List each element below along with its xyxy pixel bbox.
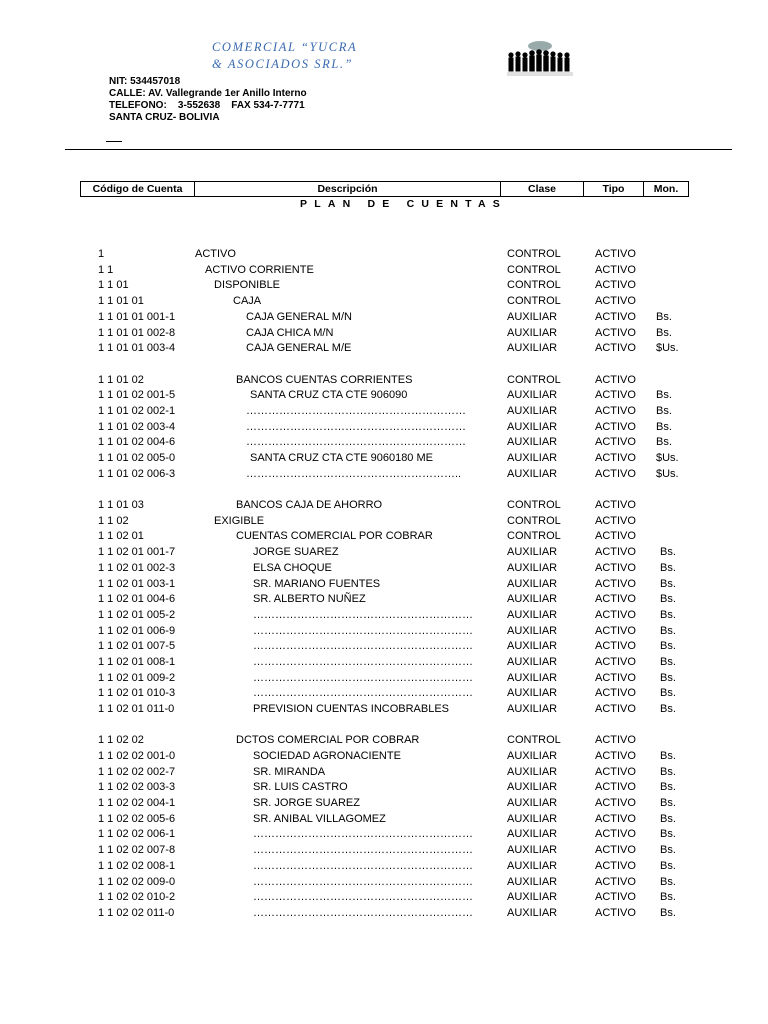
account-code: 1 1 01 [98,279,129,291]
account-class: AUXILIAR [507,421,558,433]
account-currency: Bs. [660,876,676,888]
table-row [0,656,768,672]
account-currency: Bs. [660,562,676,574]
account-code: 1 1 02 01 011-0 [98,703,175,715]
account-code: 1 1 02 02 [98,734,144,746]
table-row [0,609,768,625]
account-code: 1 1 01 01 002-8 [98,327,176,339]
account-description: ELSA CHOQUE [253,562,332,574]
account-currency: Bs. [660,625,676,637]
account-class: AUXILIAR [507,468,558,480]
table-row [0,734,768,750]
account-class: AUXILIAR [507,703,558,715]
account-currency: $Us. [656,468,679,480]
account-code: 1 1 02 02 010-2 [98,891,176,903]
table-row [0,374,768,390]
account-description: …………………………………………………… [253,907,473,919]
account-class: AUXILIAR [507,687,558,699]
account-currency: Bs. [660,703,676,715]
account-code: 1 [98,248,105,260]
account-type: ACTIVO [595,656,636,668]
account-description: …………………………………………………… [253,625,473,637]
account-code: 1 1 02 01 008-1 [98,656,176,668]
account-description: …………………………………………………… [253,844,473,856]
account-class: AUXILIAR [507,593,558,605]
account-class: AUXILIAR [507,797,558,809]
account-description: DISPONIBLE [214,279,281,291]
account-type: ACTIVO [595,766,636,778]
account-class: AUXILIAR [507,891,558,903]
account-currency: Bs. [660,781,676,793]
account-code: 1 1 02 01 006-9 [98,625,176,637]
account-type: ACTIVO [595,295,636,307]
account-class: CONTROL [507,295,561,307]
account-currency: Bs. [656,311,672,323]
account-type: ACTIVO [595,468,636,480]
account-currency: Bs. [656,327,672,339]
account-currency: Bs. [660,813,676,825]
header-clase: Clase [501,182,584,197]
account-code: 1 1 02 02 001-0 [98,750,176,762]
account-type: ACTIVO [595,530,636,542]
account-description: …………………………………………………… [246,405,466,417]
account-code: 1 1 02 02 008-1 [98,860,176,872]
account-class: AUXILIAR [507,609,558,621]
account-class: AUXILIAR [507,452,558,464]
account-type: ACTIVO [595,828,636,840]
table-row [0,672,768,688]
account-type: ACTIVO [595,264,636,276]
account-type: ACTIVO [595,907,636,919]
account-class: AUXILIAR [507,546,558,558]
account-description: ACTIVO CORRIENTE [205,264,314,276]
table-row [0,405,768,421]
account-class: CONTROL [507,248,561,260]
company-name-line2: & ASOCIADOS SRL.” [212,57,354,71]
account-code: 1 1 [98,264,114,276]
account-class: AUXILIAR [507,405,558,417]
account-currency: Bs. [660,797,676,809]
account-class: AUXILIAR [507,813,558,825]
account-class: AUXILIAR [507,656,558,668]
account-class: AUXILIAR [507,578,558,590]
account-currency: Bs. [656,436,672,448]
account-description: …………………………………………………… [246,421,466,433]
account-type: ACTIVO [595,279,636,291]
table-row [0,295,768,311]
account-code: 1 1 02 02 006-1 [98,828,176,840]
account-code: 1 1 01 01 003-4 [98,342,176,354]
account-class: AUXILIAR [507,781,558,793]
account-code: 1 1 02 02 003-3 [98,781,176,793]
account-currency: Bs. [660,609,676,621]
account-description: PREVISION CUENTAS INCOBRABLES [253,703,450,715]
account-class: AUXILIAR [507,907,558,919]
account-currency: Bs. [660,828,676,840]
account-code: 1 1 01 02 005-0 [98,452,176,464]
account-code: 1 1 02 01 001-7 [98,546,176,558]
account-class: CONTROL [507,499,561,511]
account-type: ACTIVO [595,640,636,652]
header-codigo: Código de Cuenta [81,182,195,197]
account-code: 1 1 01 02 006-3 [98,468,176,480]
account-currency: Bs. [656,389,672,401]
table-row [0,546,768,562]
account-class: AUXILIAR [507,844,558,856]
account-description: …………………………………………………… [253,876,473,888]
account-currency: Bs. [656,405,672,417]
account-class: CONTROL [507,374,561,386]
account-type: ACTIVO [595,248,636,260]
account-type: ACTIVO [595,546,636,558]
header-mon: Mon. [644,182,689,197]
account-code: 1 1 02 01 003-1 [98,578,176,590]
table-row [0,515,768,531]
account-type: ACTIVO [595,405,636,417]
company-name-line1: COMERCIAL “YUCRA [212,40,358,54]
table-row [0,311,768,327]
account-type: ACTIVO [595,374,636,386]
account-description: SR. ANIBAL VILLAGOMEZ [253,813,386,825]
account-class: AUXILIAR [507,625,558,637]
account-class: AUXILIAR [507,750,558,762]
account-description: SR. JORGE SUAREZ [253,797,360,809]
account-type: ACTIVO [595,781,636,793]
account-description: …………………………………………………… [253,672,473,684]
account-type: ACTIVO [595,813,636,825]
account-type: ACTIVO [595,672,636,684]
account-class: AUXILIAR [507,876,558,888]
account-description: JORGE SUAREZ [253,546,339,558]
account-code: 1 1 01 01 [98,295,144,307]
table-row [0,860,768,876]
account-type: ACTIVO [595,515,636,527]
company-name [212,39,357,73]
account-type: ACTIVO [595,891,636,903]
account-currency: Bs. [660,640,676,652]
account-currency: Bs. [660,672,676,684]
table-row [0,640,768,656]
table-row [0,248,768,264]
account-currency: Bs. [660,593,676,605]
table-row [0,436,768,452]
table-row [0,452,768,468]
header-descripcion: Descripción [195,182,501,197]
account-currency: Bs. [660,844,676,856]
account-class: AUXILIAR [507,342,558,354]
account-description: CAJA GENERAL M/E [246,342,352,354]
account-type: ACTIVO [595,625,636,637]
table-row [0,593,768,609]
plan-title: PLAN DE CUENTAS [300,198,507,210]
account-type: ACTIVO [595,389,636,401]
short-divider [106,141,122,142]
account-code: 1 1 02 02 007-8 [98,844,176,856]
account-code: 1 1 02 01 002-3 [98,562,176,574]
table-row [0,766,768,782]
table-row [0,279,768,295]
account-description: SR. LUIS CASTRO [253,781,348,793]
account-class: CONTROL [507,734,561,746]
account-type: ACTIVO [595,750,636,762]
table-row [0,342,768,358]
account-description: EXIGIBLE [214,515,265,527]
account-type: ACTIVO [595,436,636,448]
account-type: ACTIVO [595,562,636,574]
account-code: 1 1 02 01 010-3 [98,687,176,699]
account-type: ACTIVO [595,860,636,872]
account-description: SR. ALBERTO NUÑEZ [253,593,366,605]
account-code: 1 1 02 01 007-5 [98,640,176,652]
account-description: BANCOS CUENTAS CORRIENTES [236,374,413,386]
account-class: AUXILIAR [507,389,558,401]
account-type: ACTIVO [595,593,636,605]
table-row [0,797,768,813]
account-description: BANCOS CAJA DE AHORRO [236,499,383,511]
account-currency: $Us. [656,452,679,464]
table-row [0,828,768,844]
table-row [0,891,768,907]
account-code: 1 1 02 02 005-6 [98,813,176,825]
account-class: AUXILIAR [507,860,558,872]
account-class: CONTROL [507,530,561,542]
account-class: AUXILIAR [507,640,558,652]
table-row [0,703,768,719]
table-row [0,530,768,546]
account-description: SR. MIRANDA [253,766,326,778]
account-code: 1 1 01 01 001-1 [98,311,176,323]
account-currency: Bs. [660,687,676,699]
account-currency: $Us. [656,342,679,354]
table-row [0,750,768,766]
account-description: DCTOS COMERCIAL POR COBRAR [236,734,420,746]
account-class: AUXILIAR [507,327,558,339]
table-row [0,499,768,515]
account-currency: Bs. [660,546,676,558]
account-description: …………………………………………………… [253,687,473,699]
account-type: ACTIVO [595,703,636,715]
table-row [0,327,768,343]
account-code: 1 1 02 02 002-7 [98,766,176,778]
account-type: ACTIVO [595,609,636,621]
account-type: ACTIVO [595,844,636,856]
table-row [0,781,768,797]
account-code: 1 1 01 02 002-1 [98,405,176,417]
table-row [0,389,768,405]
account-class: CONTROL [507,279,561,291]
account-currency: Bs. [660,766,676,778]
account-code: 1 1 01 02 [98,374,144,386]
account-description: …………………………………………………… [253,891,473,903]
account-description: CUENTAS COMERCIAL POR COBRAR [236,530,433,542]
account-description: SOCIEDAD AGRONACIENTE [253,750,401,762]
table-row [0,625,768,641]
account-class: AUXILIAR [507,562,558,574]
account-class: CONTROL [507,264,561,276]
table-row [0,578,768,594]
account-currency: Bs. [656,421,672,433]
account-type: ACTIVO [595,876,636,888]
account-type: ACTIVO [595,342,636,354]
account-description: ………………………………………………….. [246,468,462,480]
account-description: …………………………………………………… [246,436,466,448]
account-description: …………………………………………………… [253,656,473,668]
account-code: 1 1 02 01 005-2 [98,609,176,621]
table-row [0,907,768,923]
account-code: 1 1 02 01 004-6 [98,593,176,605]
phone-line: TELEFONO: 3-552638 FAX 534-7-7771 [109,100,305,111]
account-code: 1 1 01 02 003-4 [98,421,176,433]
city-line: SANTA CRUZ- BOLIVIA [109,112,220,123]
account-description: SR. MARIANO FUENTES [253,578,381,590]
account-description: CAJA [233,295,262,307]
account-class: AUXILIAR [507,766,558,778]
account-code: 1 1 02 02 004-1 [98,797,176,809]
account-description: CAJA CHICA M/N [246,327,334,339]
account-code: 1 1 02 [98,515,129,527]
address-line: CALLE: AV. Vallegrande 1er Anillo Interno [109,88,307,99]
column-header-table [80,181,689,197]
account-code: 1 1 01 03 [98,499,144,511]
account-code: 1 1 01 02 004-6 [98,436,176,448]
account-type: ACTIVO [595,452,636,464]
account-description: ACTIVO [195,248,236,260]
account-code: 1 1 02 01 [98,530,144,542]
table-row [0,468,768,484]
header-tipo: Tipo [584,182,644,197]
account-type: ACTIVO [595,311,636,323]
account-class: CONTROL [507,515,561,527]
account-description: …………………………………………………… [253,609,473,621]
account-currency: Bs. [660,860,676,872]
account-type: ACTIVO [595,687,636,699]
account-description: …………………………………………………… [253,828,473,840]
company-logo [505,38,575,78]
account-currency: Bs. [660,907,676,919]
table-row [0,844,768,860]
account-description: SANTA CRUZ CTA CTE 906090 [250,389,408,401]
account-type: ACTIVO [595,421,636,433]
account-description: …………………………………………………… [253,860,473,872]
account-currency: Bs. [660,578,676,590]
account-description: CAJA GENERAL M/N [246,311,352,323]
account-class: AUXILIAR [507,672,558,684]
account-class: AUXILIAR [507,828,558,840]
account-class: AUXILIAR [507,436,558,448]
account-currency: Bs. [660,656,676,668]
account-type: ACTIVO [595,499,636,511]
table-row [0,813,768,829]
account-type: ACTIVO [595,797,636,809]
table-row [0,876,768,892]
table-row [0,562,768,578]
account-code: 1 1 02 02 009-0 [98,876,176,888]
company-info [109,76,307,124]
account-code: 1 1 02 01 009-2 [98,672,176,684]
account-description: SANTA CRUZ CTA CTE 9060180 ME [250,452,433,464]
account-currency: Bs. [660,750,676,762]
account-type: ACTIVO [595,578,636,590]
account-type: ACTIVO [595,734,636,746]
account-class: AUXILIAR [507,311,558,323]
account-code: 1 1 01 02 001-5 [98,389,176,401]
account-code: 1 1 02 02 011-0 [98,907,175,919]
nit-line: NIT: 534457018 [109,76,181,87]
table-row [0,421,768,437]
account-type: ACTIVO [595,327,636,339]
header-divider [65,149,732,150]
table-row [0,687,768,703]
account-currency: Bs. [660,891,676,903]
account-description: …………………………………………………… [253,640,473,652]
table-row [0,264,768,280]
